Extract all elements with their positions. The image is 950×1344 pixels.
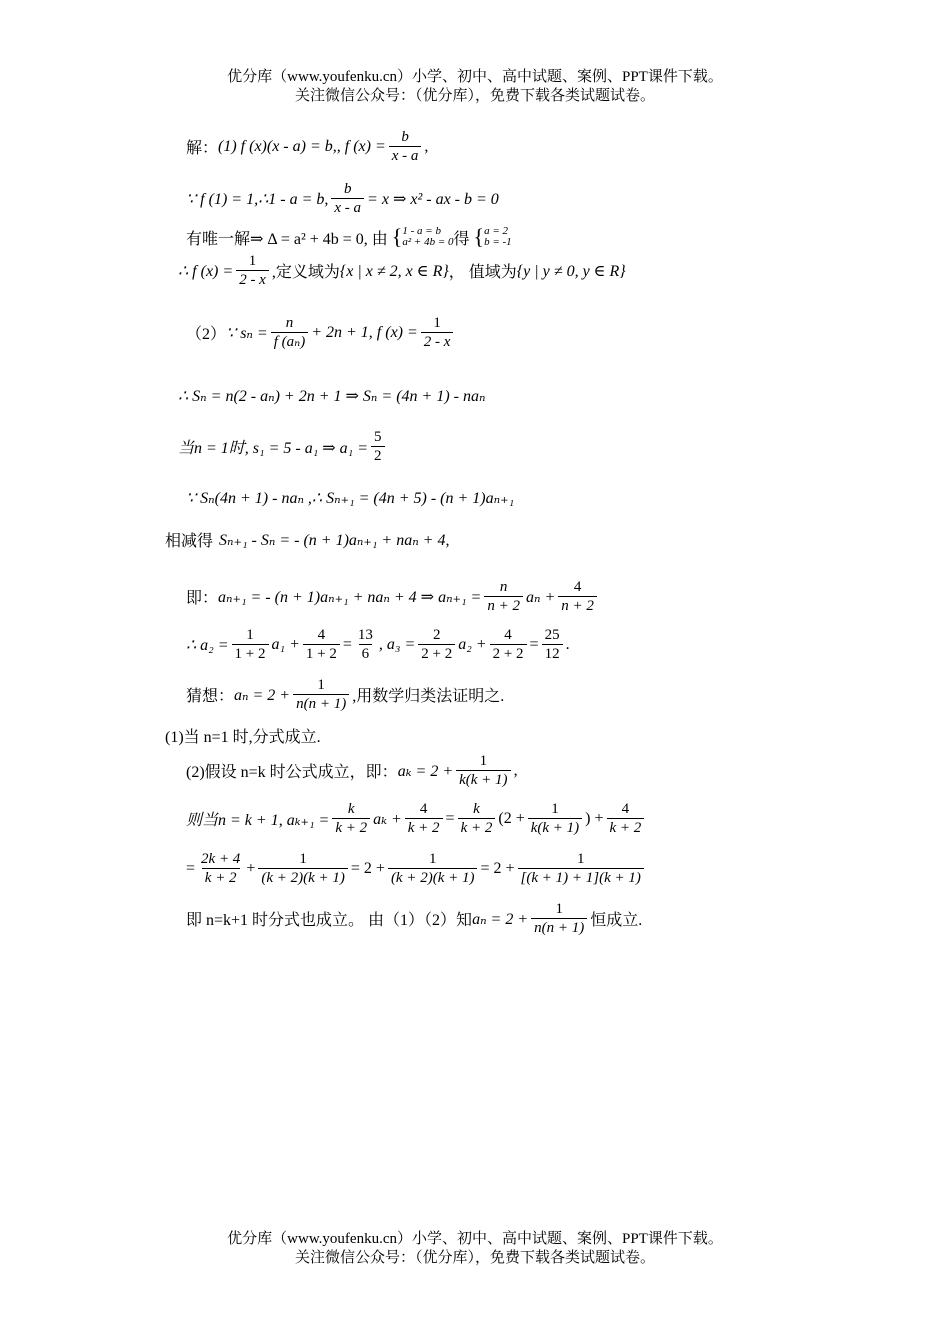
solution-line-4 xyxy=(178,252,626,289)
footer-line-2: 关注微信公众号：（优分库），免费下载各类试题试卷。 xyxy=(294,1250,655,1266)
text: 恒成立. xyxy=(590,912,643,929)
punct: , xyxy=(513,761,518,779)
fraction: $\frac{13}{6}$ xyxy=(357,627,373,662)
fraction: $\frac{1}{k(k + 1)}$ xyxy=(456,752,510,789)
equation: 当n = 1时, s₁ = 5 - a₁ ⇒ a₁ = xyxy=(178,440,369,457)
solution-label: 猜想： xyxy=(186,688,235,705)
solution-label: 即： xyxy=(186,590,219,607)
equation-system: 1 - a = b a² + 4b = 0 xyxy=(402,226,454,248)
solution-label: 即 n=k+1 时分式也成立。 由（1）（2）知 xyxy=(186,912,473,929)
range-set: {y | y ≠ 0, y ∈ R} xyxy=(516,262,626,280)
fraction: $\frac{1}{(k + 2)(k + 1)}$ xyxy=(258,850,348,887)
equation: = xyxy=(186,859,196,877)
text: 得 xyxy=(453,230,470,248)
fraction: $\frac{4}{2 + 2}$ xyxy=(490,626,527,663)
solution-line-9 xyxy=(165,528,449,551)
equation: 有唯一解⇒ Δ = a² + 4b = 0, 由 xyxy=(186,230,388,248)
equation: aₖ + xyxy=(373,810,402,828)
fraction: $\frac{n}{\text{f (aₙ)}}$ xyxy=(271,314,309,351)
fraction: $\frac{1}{(k + 2)(k + 1)}$ xyxy=(388,850,478,887)
solution-line-13 xyxy=(165,724,321,747)
fraction: $\frac{5}{2}$ xyxy=(371,428,385,465)
fraction: $\frac{k}{k + 2}$ xyxy=(458,800,496,837)
solution-line-5 xyxy=(186,314,456,351)
solution-line-15 xyxy=(186,800,647,837)
equation: ∵ sₙ = xyxy=(226,324,268,342)
equation: aₙ + xyxy=(525,588,556,606)
fraction: $\frac{2k + 4}{k + 2}$ xyxy=(201,851,241,886)
equation: ∴ f (x) = xyxy=(178,262,234,280)
fraction: $\frac{1}{1 + 2}$ xyxy=(232,626,269,663)
fraction: $\frac{1}{2 - x}$ xyxy=(421,314,454,351)
fraction: $\frac{1}{2 - x}$ xyxy=(236,252,269,289)
equation: + 2n + 1, f (x) = xyxy=(311,323,418,341)
fraction: $\frac{4}{1 + 2}$ xyxy=(303,626,340,663)
equation: (1) f (x)(x - a) = b,, f (x) = xyxy=(218,137,386,155)
solution-line-2 xyxy=(186,180,499,217)
solution-label: 相减得 xyxy=(165,533,214,550)
header-line-1: 优分库（www.youfenku.cn）小学、初中、高中试题、案例、PPT课件下载。 xyxy=(227,69,723,85)
equation: ∵ Sₙ(4n + 1) - naₙ ,∴ Sₙ₊₁ = (4n + 5) - (n + 1)aₙ₊₁ xyxy=(186,490,515,507)
solution-line-17 xyxy=(186,900,642,937)
punct: , xyxy=(424,137,429,155)
solution-line-16 xyxy=(186,850,647,887)
equation: = 2 + xyxy=(480,859,515,877)
header-line-2: 关注微信公众号：（优分库），免费下载各类试题试卷。 xyxy=(294,88,655,104)
solution-line-3: 有唯一解⇒ Δ = a² + 4b = 0, 由 { 1 - a = b a² + 4b = 0 得 { a = 2 b = -1 xyxy=(186,226,512,248)
equation: ∴ a₂ = xyxy=(186,636,229,654)
equation: aₙ₊₁ = - (n + 1)aₙ₊₁ + naₙ + 4 ⇒ aₙ₊₁ = xyxy=(218,588,482,606)
equation: = x ⇒ x² - ax - b = 0 xyxy=(367,190,499,208)
solution-line-14 xyxy=(186,752,518,789)
fraction: $\frac{4}{n + 2}$ xyxy=(558,578,597,615)
equation: + xyxy=(246,859,256,877)
fraction: $\frac{n}{n + 2}$ xyxy=(484,578,523,615)
text: (1)当 n=1 时,分式成立. xyxy=(165,729,321,746)
fraction: $\frac{1}{n(n + 1)}$ xyxy=(531,900,587,937)
equation: , a₃ = xyxy=(378,635,416,653)
fraction: $\frac{4}{k + 2}$ xyxy=(607,800,645,837)
equation: ) + xyxy=(585,809,604,827)
equation: Sₙ₊₁ - Sₙ = - (n + 1)aₙ₊₁ + naₙ + 4, xyxy=(219,531,450,549)
solution-label: （2） xyxy=(186,326,227,343)
equation: aₙ = 2 + xyxy=(234,686,291,704)
footer-line-1: 优分库（www.youfenku.cn）小学、初中、高中试题、案例、PPT课件下载。 xyxy=(227,1231,723,1247)
equation: 则当n = k + 1, aₖ₊₁ = xyxy=(186,812,330,829)
solution-line-6 xyxy=(178,386,485,406)
solution-line-12 xyxy=(186,676,504,713)
equation: = xyxy=(342,635,352,653)
solution-system: a = 2 b = -1 xyxy=(484,226,512,248)
text: ,定义域为 xyxy=(271,264,340,281)
equation: aₖ = 2 + xyxy=(397,762,454,780)
solution-line-8 xyxy=(186,488,514,508)
equation: ∵ f (1) = 1,∴1 - a = b, xyxy=(186,190,329,208)
fraction: $\frac{25}{12}$ xyxy=(542,626,563,663)
equation: = xyxy=(445,809,455,827)
fraction: $\frac{b}{x - a}$ xyxy=(331,180,364,217)
fraction: $\frac{1}{n(n + 1)}$ xyxy=(293,676,349,713)
fraction: $\frac{2}{2 + 2}$ xyxy=(418,626,455,663)
solution-line-1 xyxy=(186,128,428,165)
fraction: $\frac{4}{k + 2}$ xyxy=(405,800,443,837)
equation: a₁ + xyxy=(271,635,300,653)
fraction: $\frac{1}{[(k + 1) + 1](k + 1)}$ xyxy=(518,850,644,887)
punct: . xyxy=(565,635,570,653)
solution-line-7 xyxy=(178,428,388,465)
equation: (2 + xyxy=(498,809,525,827)
equation: = xyxy=(529,635,539,653)
fraction: $\frac{k}{k + 2}$ xyxy=(332,800,370,837)
equation: ∴ Sₙ = n(2 - aₙ) + 2n + 1 ⇒ Sₙ = (4n + 1) - naₙ xyxy=(178,388,486,405)
solution-label: (2)假设 n=k 时公式成立，即： xyxy=(186,764,398,781)
equation: aₙ = 2 + xyxy=(472,910,529,928)
equation: = 2 + xyxy=(350,859,385,877)
text: ， 值域为 xyxy=(448,264,517,281)
domain-set: {x | x ≠ 2, x ∈ R} xyxy=(339,262,449,280)
solution-label: 解： xyxy=(186,140,219,157)
solution-line-11 xyxy=(186,626,570,663)
equation: a₂ + xyxy=(458,635,487,653)
fraction: $\frac{b}{x - a}$ xyxy=(389,128,422,165)
fraction: $\frac{1}{k(k + 1)}$ xyxy=(528,800,582,837)
solution-line-10 xyxy=(186,578,600,615)
text: ,用数学归类法证明之. xyxy=(352,688,505,705)
